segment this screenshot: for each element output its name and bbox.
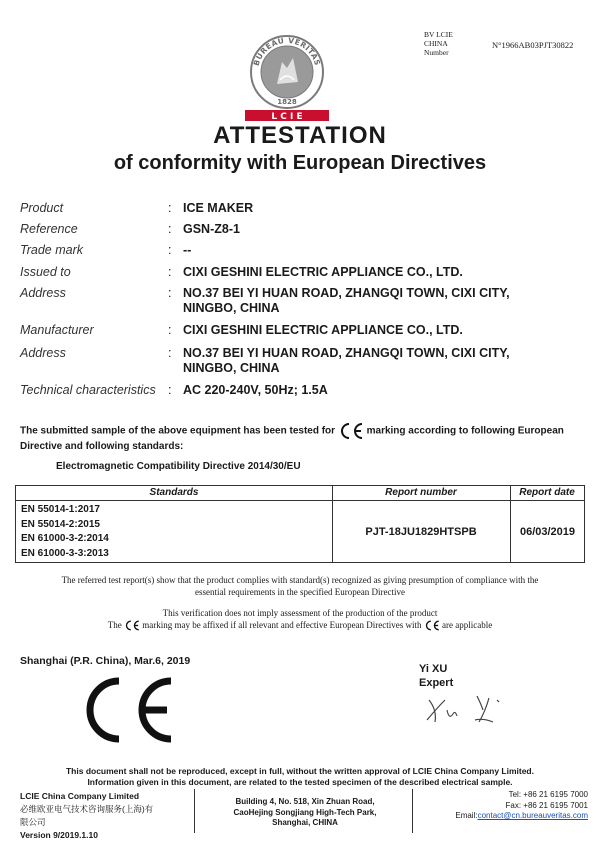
standard-item: EN 55014-1:2017	[21, 504, 100, 515]
field-value-reference: GSN-Z8-1	[183, 222, 240, 236]
table-header-report-date: Report date	[510, 486, 584, 501]
bv-line: CHINA	[424, 39, 448, 48]
bv-line: Number	[424, 48, 449, 57]
reproduction-notice	[10, 766, 590, 787]
address-line: Building 4, No. 518, Xin Zhuan Road,	[235, 797, 375, 806]
company-name-en: LCIE China Company Limited	[20, 791, 140, 801]
verification-text: are applicable	[442, 620, 493, 630]
field-label-technical: Technical characteristics	[20, 383, 156, 397]
email-link[interactable]: contact@cn.bureauveritas.com	[477, 811, 588, 820]
standards-list	[21, 503, 109, 561]
field-colon: :	[168, 265, 172, 279]
field-colon: :	[168, 243, 172, 257]
field-colon: :	[168, 222, 172, 236]
company-name-cn: 必维欧亚电气技术咨询服务(上海)有	[20, 804, 154, 814]
referred-line: essential requirements in the specified European Directive	[195, 587, 405, 597]
table-divider	[332, 486, 333, 562]
bureau-veritas-logo	[244, 32, 330, 122]
standards-table	[15, 485, 585, 563]
place-date: Shanghai (P.R. China), Mar.6, 2019	[20, 655, 191, 667]
ce-mark-icon	[124, 620, 140, 631]
bv-line: BV LCIE	[424, 30, 453, 39]
version: Version 9/2019.1.10	[20, 830, 98, 840]
notice-line: Information given in this document, are related to the tested specimen of the described electrical sample.	[87, 776, 513, 787]
field-value-product: ICE MAKER	[183, 201, 254, 215]
tel: Tel: +86 21 6195 7000	[508, 790, 588, 799]
field-colon: :	[168, 323, 172, 337]
field-colon: :	[168, 383, 172, 397]
verification-text: marking may be affixed if all relevant and effective European Directives with	[142, 620, 422, 630]
address-line: CaoHejing Songjiang High-Tech Park,	[233, 807, 377, 817]
verification-line: This verification does not imply assessment of the production of the product	[162, 608, 438, 618]
intro-text: Directive and following standards:	[20, 441, 184, 452]
address-line: NINGBO, CHINA	[183, 361, 280, 375]
field-label-issued-to: Issued to	[20, 265, 71, 279]
table-header-report-number: Report number	[332, 486, 510, 501]
verification-line	[20, 619, 580, 631]
field-colon: :	[168, 201, 172, 215]
field-label-reference: Reference	[20, 222, 78, 236]
document-title: ATTESTATION	[213, 122, 387, 149]
ce-mark-icon	[338, 422, 364, 440]
address-line: Shanghai, CHINA	[272, 818, 338, 827]
notice-line: This document shall not be reproduced, except in full, without the written approval of LCIE China Company Limited.	[65, 766, 534, 776]
directive-name: Electromagnetic Compatibility Directive 2014/30/EU	[56, 461, 301, 472]
signer-name: Yi XU	[419, 663, 448, 675]
footer-divider	[412, 789, 413, 833]
referred-statement	[20, 574, 580, 598]
address-line: NINGBO, CHINA	[183, 301, 280, 315]
field-value-manufacturer: CIXI GESHINI ELECTRIC APPLIANCE CO., LTD.	[183, 323, 463, 337]
document-subtitle: of conformity with European Directives	[113, 152, 487, 174]
signer-block	[419, 662, 453, 690]
intro-text: marking according to following European	[366, 425, 564, 437]
company-name-cn: 限公司	[20, 817, 46, 827]
field-colon: :	[168, 346, 172, 360]
verification-statement	[20, 607, 580, 631]
address-line: NO.37 BEI YI HUAN ROAD, ZHANGQI TOWN, CIXI CITY,	[183, 346, 510, 360]
report-date: 06/03/2019	[519, 526, 576, 538]
email-label: Email:	[455, 811, 478, 820]
footer-company	[20, 790, 153, 842]
field-label-manufacturer: Manufacturer	[20, 323, 94, 337]
address-line: NO.37 BEI YI HUAN ROAD, ZHANGQI TOWN, CIXI CITY,	[183, 286, 510, 300]
signer-title: Expert	[419, 677, 454, 689]
certificate-number: N°1966AB03PJT30822	[492, 40, 574, 50]
field-value-address	[183, 286, 583, 316]
report-number: PJT-18JU1829HTSPB	[365, 526, 477, 538]
table-header-standards: Standards	[16, 486, 332, 501]
field-label-address: Address	[20, 346, 66, 360]
field-value-manufacturer-address	[183, 346, 583, 376]
signature-icon	[423, 690, 513, 728]
field-label-trade-mark: Trade mark	[20, 243, 83, 257]
intro-paragraph	[20, 422, 580, 453]
field-value-technical: AC 220-240V, 50Hz; 1.5A	[183, 383, 328, 397]
field-value-trade-mark: --	[183, 243, 192, 257]
field-label-address: Address	[20, 286, 66, 300]
bv-lcie-number-block	[424, 30, 484, 57]
field-label-product: Product	[20, 201, 64, 215]
footer-contact	[420, 790, 588, 822]
logo-text: BUREAU VERITAS	[251, 35, 323, 67]
field-value-issued-to: CIXI GESHINI ELECTRIC APPLIANCE CO., LTD.	[183, 265, 463, 279]
table-divider	[510, 486, 511, 562]
ce-mark-large-icon	[75, 675, 175, 745]
referred-line: The referred test report(s) show that the product complies with standard(s) recognized as giving presumption of compliance with the	[61, 575, 539, 585]
logo-year: 1828	[277, 98, 297, 106]
footer-divider	[194, 789, 195, 833]
email-row	[420, 811, 588, 822]
footer-address	[200, 797, 410, 829]
ce-mark-icon	[424, 620, 440, 631]
verification-text: The	[107, 620, 122, 630]
field-colon: :	[168, 286, 172, 300]
standard-item: EN 61000-3-2:2014	[21, 533, 109, 544]
fax: Fax: +86 21 6195 7001	[505, 800, 588, 810]
standard-item: EN 61000-3-3:2013	[21, 547, 109, 559]
lcie-banner: L C I E	[271, 112, 303, 122]
standard-item: EN 55014-2:2015	[21, 518, 100, 530]
intro-text: The submitted sample of the above equipment has been tested for	[20, 425, 336, 437]
